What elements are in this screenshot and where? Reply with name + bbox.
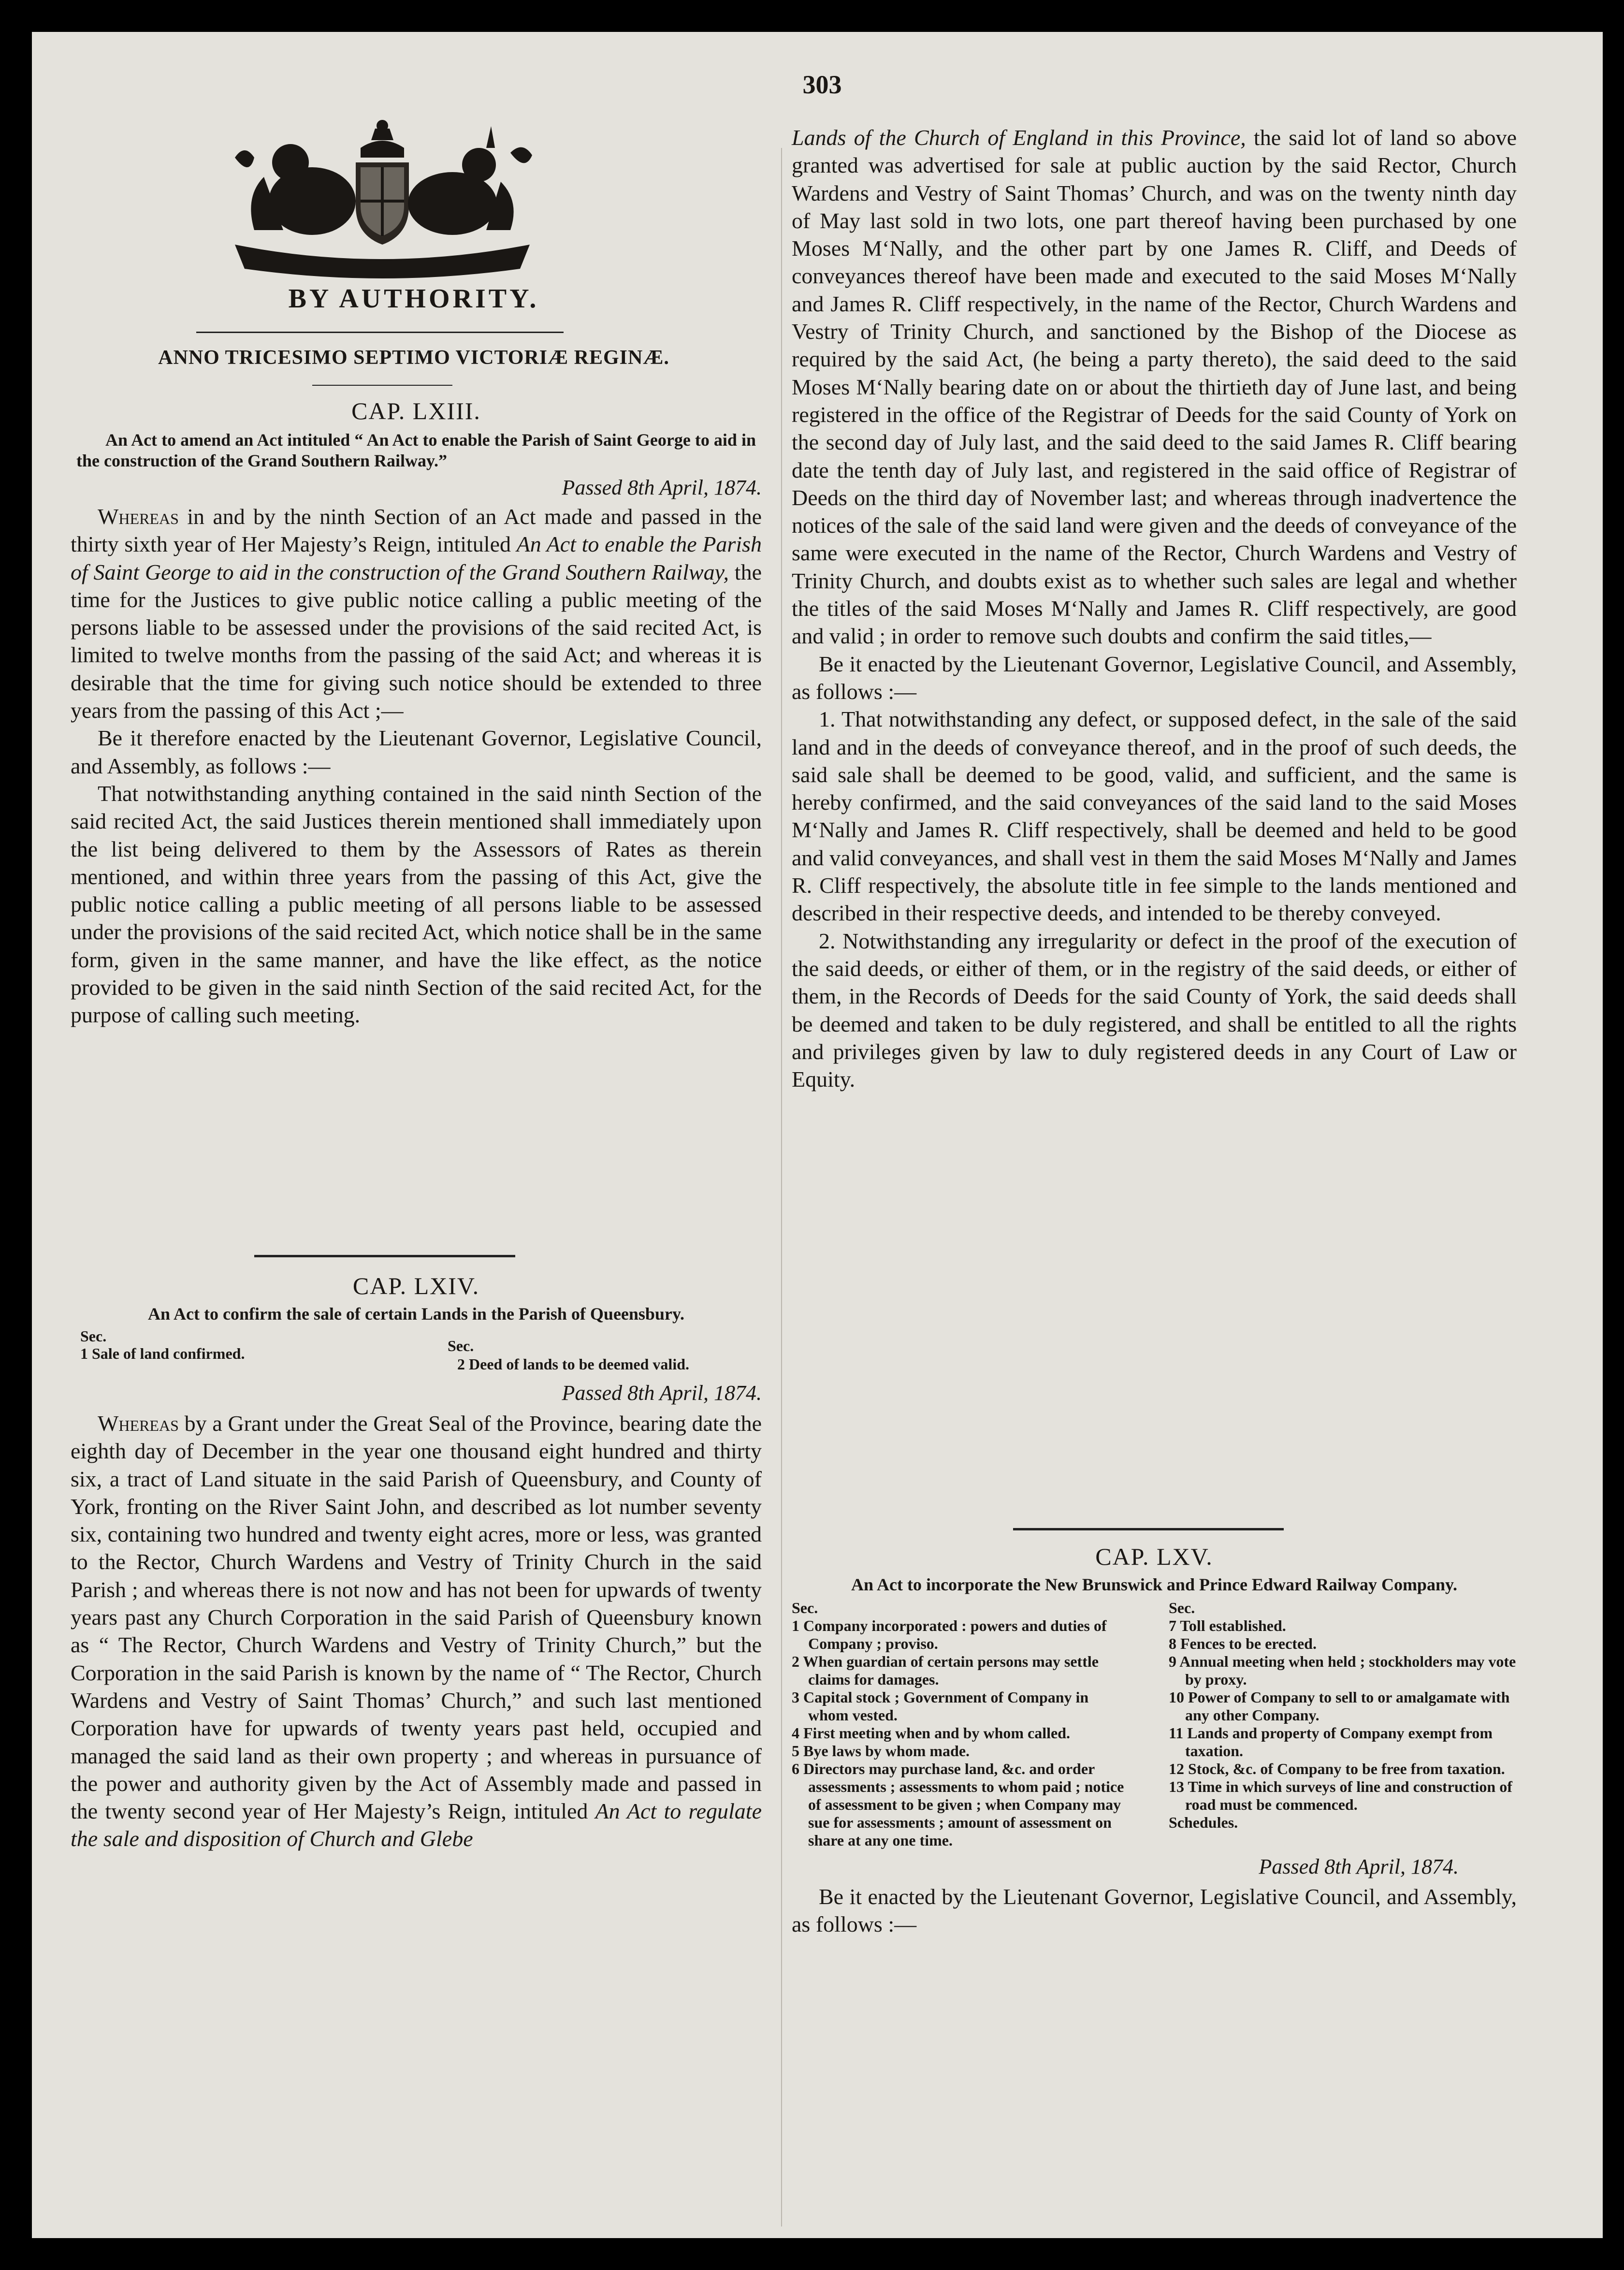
cap-65-sec-2: 2 When guardian of certain persons may settle claims for damages. <box>792 1653 1099 1688</box>
column-divider <box>781 148 782 2226</box>
cap-63-section <box>71 397 762 1029</box>
cap-64-lead-word: Whereas <box>98 1411 179 1436</box>
cap-65-sec-10: 10 Power of Company to sell to or amalgamate with any other Company. <box>1169 1688 1510 1724</box>
cap-65-sec-7: 7 Toll established. <box>1169 1617 1286 1634</box>
cap-65-body <box>792 1883 1517 1938</box>
royal-coat-of-arms-icon <box>216 119 549 283</box>
cap-65-index-left <box>792 1599 1130 1849</box>
section-divider-rule-2 <box>1013 1528 1284 1530</box>
section-divider-rule <box>254 1255 515 1257</box>
heading-rule <box>196 332 564 333</box>
cap-64-act-title-start: An Act to regulate the sale and disposition of Church and Glebe <box>71 1799 762 1851</box>
cap-65-sec-11: 11 Lands and property of Company exempt from taxation. <box>1169 1724 1493 1760</box>
cap-63-number: CAP. LXIII. <box>351 397 481 424</box>
cap-64-preamble-a: by a Grant under the Great Seal of the Province, bearing date the eighth day of December in the year one thousand eight hundred and thirty six, a tract of Land situate in the said Parish of Queensbury, and County of York, fronting on the River Saint John, and described as lot number seventy six, containing two hundred and twenty eight acres, more or less, was granted to the Rector, Church Wardens and Vestry of Trinity Church in the said Parish ; and whereas there is not now and has not been for upwards of twenty years past any Church Corporation in the said Parish of Queensbury known as “ The Rector, Church Wardens and Vestry of Trinity Church,” but the Corporation in the said Parish is known by the name of “ The Rector, Church Wardens and Vestry of Saint Thomas’ Church,” and such last mentioned Corporation have for upwards of twenty years past held, occupied and managed the said land as their own property ; and whereas in pursuance of the power and authority given by the Act of Assembly made and passed in the twenty second year of Her Majesty’s Reign, intituled <box>71 1411 762 1824</box>
cap-65-section-index <box>792 1599 1517 1849</box>
cap-63-lead-word: Whereas <box>98 504 179 529</box>
short-rule <box>312 385 452 386</box>
cap-63-preamble <box>71 503 762 724</box>
cap-65-title: An Act to incorporate the New Brunswick and Prince Edward Railway Company. <box>851 1575 1457 1594</box>
cap-63-provision: That notwithstanding anything contained in the said ninth Section of the said recited Act, the said Justices therein mentioned shall immediately upon the list being delivered to them by the Assessors of Rates as therein mentioned, and within three years from the passing of this Act, give the public notice calling a public meeting of all persons liable to be assessed under the provisions of the said recited Act, which notice shall be in the same form, given in the same manner, and have the like effect, as the notice provided to be given in the said ninth Section of the said recited Act, for the purpose of calling such meeting. <box>71 781 762 1028</box>
cap-65-sec-label-right: Sec. <box>1169 1599 1195 1616</box>
cap-64-enactment-clause: Be it enacted by the Lieutenant Governor, Legislative Council, and Assembly, as follows :— <box>792 651 1517 704</box>
cap-63-enactment-clause: Be it therefore enacted by the Lieutenant Governor, Legislative Council, and Assembly, as follows :— <box>71 726 762 778</box>
cap-65-number: CAP. LXV. <box>1095 1543 1213 1570</box>
cap-65-index-right <box>1169 1599 1517 1849</box>
cap-65-schedules: Schedules. <box>1169 1814 1238 1831</box>
gazette-page <box>32 32 1603 2238</box>
page-number: 303 <box>802 70 842 99</box>
cap-64-sec-2: 2 Deed of lands to be deemed valid. <box>457 1355 689 1373</box>
cap-65-sec-13: 13 Time in which surveys of line and construction of road must be commenced. <box>1169 1778 1512 1813</box>
cap-64-preamble-b: the said lot of land so above granted was advertised for sale at public auction by the said Rector, Church Wardens and Vestry of Saint Thomas’ Church, and was on the twenty ninth day of May last sold in two lots, one part thereof having been purchased by one Moses M‘Nally, and the other part by one James R. Cliff, and Deeds of conveyances thereof have been made and executed to the said Moses M‘Nally and James R. Cliff respectively, in the name of the Rector, Church Wardens and Vestry of Trinity Church, and sanctioned by the Bishop of the Diocese as required by the said Act, (he being a party thereto), the said deed to the said Moses M‘Nally bearing date on or about the thirtieth day of June last, and being registered in the office of the Registrar of Deeds for the said County of York on the second day of July last, and the said deed to the said James R. Cliff bearing date the tenth day of July last, and registered in the said office of Registrar of Deeds on the third day of November last; and whereas through inadvertence the notices of the sale of the said land were given and the deeds of conveyance of the same were executed in the name of the Rector, Church Wardens and Vestry of Trinity Church, and doubts exist as to whether such sales are legal and whether the titles of the said Moses M‘Nally and James R. Cliff respectively, are good and valid ; in order to remove such doubts and confirm the said titles,— <box>792 125 1517 649</box>
cap-65-section <box>792 1542 1517 1938</box>
cap-65-sec-1: 1 Company incorporated : powers and duties of Company ; proviso. <box>792 1617 1107 1652</box>
cap-63-preamble-act-title: An Act to enable the Parish of Saint George to aid in the construction of the Grand Southern Railway, <box>71 532 762 584</box>
cap-65-sec-12: 12 Stock, &c. of Company to be free from taxation. <box>1169 1760 1505 1777</box>
cap-64-act-title-end: Lands of the Church of England in this Province, <box>792 125 1246 150</box>
cap-65-passed-date: Passed 8th April, 1874. <box>1259 1855 1459 1878</box>
cap-64-title: An Act to confirm the sale of certain Lands in the Parish of Queensbury. <box>148 1304 684 1324</box>
cap-64-section-1: 1. That notwithstanding any defect, or supposed defect, in the sale of the said land and in the deeds of conveyance thereof, and in the proof of such deeds, the said sale shall be deemed to be good, valid, and sufficient, and the same is hereby confirmed, and the said conveyances of the said land to the said Moses M‘Nally and James R. Cliff respectively, shall be deemed and held to be good and valid conveyances, and shall vest in them the said Moses M‘Nally and James R. Cliff respectively, the absolute title in fee simple to the lands mentioned and described in their respective deeds, and intended to be thereby conveyed. <box>792 707 1517 926</box>
cap-65-enactment-clause: Be it enacted by the Lieutenant Governor, Legislative Council, and Assembly, as follows :— <box>792 1884 1517 1937</box>
cap-64-sec-1: 1 Sale of land confirmed. <box>80 1345 245 1362</box>
cap-64-sec-label-left: Sec. <box>80 1327 107 1345</box>
cap-64-passed-date: Passed 8th April, 1874. <box>562 1381 762 1405</box>
cap-63-body <box>71 503 762 1029</box>
cap-65-sec-9: 9 Annual meeting when held ; stockholders may vote by proxy. <box>1169 1653 1516 1688</box>
cap-63-passed-date: Passed 8th April, 1874. <box>562 476 762 499</box>
by-authority-heading: BY AUTHORITY. <box>288 284 539 314</box>
cap-64-section-2: 2. Notwithstanding any irregularity or defect in the proof of the execution of the said deeds, or either of them, or in the registry of the said deeds, or either of them, in the Records of Deeds for the said County of York, the said deeds shall be deemed and taken to be duly registered, and shall be entitled to all the rights and privileges given by law to duly registered deeds in any Court of Law or Equity. <box>792 928 1517 1092</box>
cap-64-sec-label-right: Sec. <box>448 1337 474 1354</box>
cap-65-sec-3: 3 Capital stock ; Government of Company in whom vested. <box>792 1688 1089 1724</box>
cap-64-number: CAP. LXIV. <box>352 1272 480 1299</box>
cap-63-preamble-b: the time for the Justices to give public notice calling a public meeting of the persons liable to be assessed under the provisions of the said recited Act, is limited to twelve months from the passing of the said Act; and whereas it is desirable that the time for giving such notice should be extended to three years from the passing of this Act ;— <box>71 559 762 723</box>
session-heading: ANNO TRICESIMO SEPTIMO VICTORIÆ REGINÆ. <box>158 347 669 369</box>
cap-64-preamble-left-column <box>71 1410 762 2106</box>
cap-65-sec-4: 4 First meeting when and by whom called. <box>792 1724 1070 1742</box>
cap-65-sec-8: 8 Fences to be erected. <box>1169 1635 1317 1652</box>
cap-65-sec-label-left: Sec. <box>792 1599 818 1616</box>
cap-63-title: An Act to amend an Act intituled “ An Act to enable the Parish of Saint George to aid in the construction of the Grand Southern Railway.” <box>76 430 756 470</box>
cap-64-section <box>71 1272 762 1405</box>
cap-65-sec-5: 5 Bye laws by whom made. <box>792 1742 970 1760</box>
cap-63-preamble-a: in and by the ninth Section of an Act made and passed in the thirty sixth year of Her Majesty’s Reign, intituled <box>71 504 762 557</box>
cap-64-section-index <box>71 1327 762 1381</box>
cap-65-sec-6: 6 Directors may purchase land, &c. and order assessments ; assessments to whom paid ; notice of assessment to be given ; when Company may sue for assessments ; amount of assessment on share at any one time. <box>792 1760 1124 1849</box>
cap-64-continued-right-column <box>792 124 1517 1093</box>
